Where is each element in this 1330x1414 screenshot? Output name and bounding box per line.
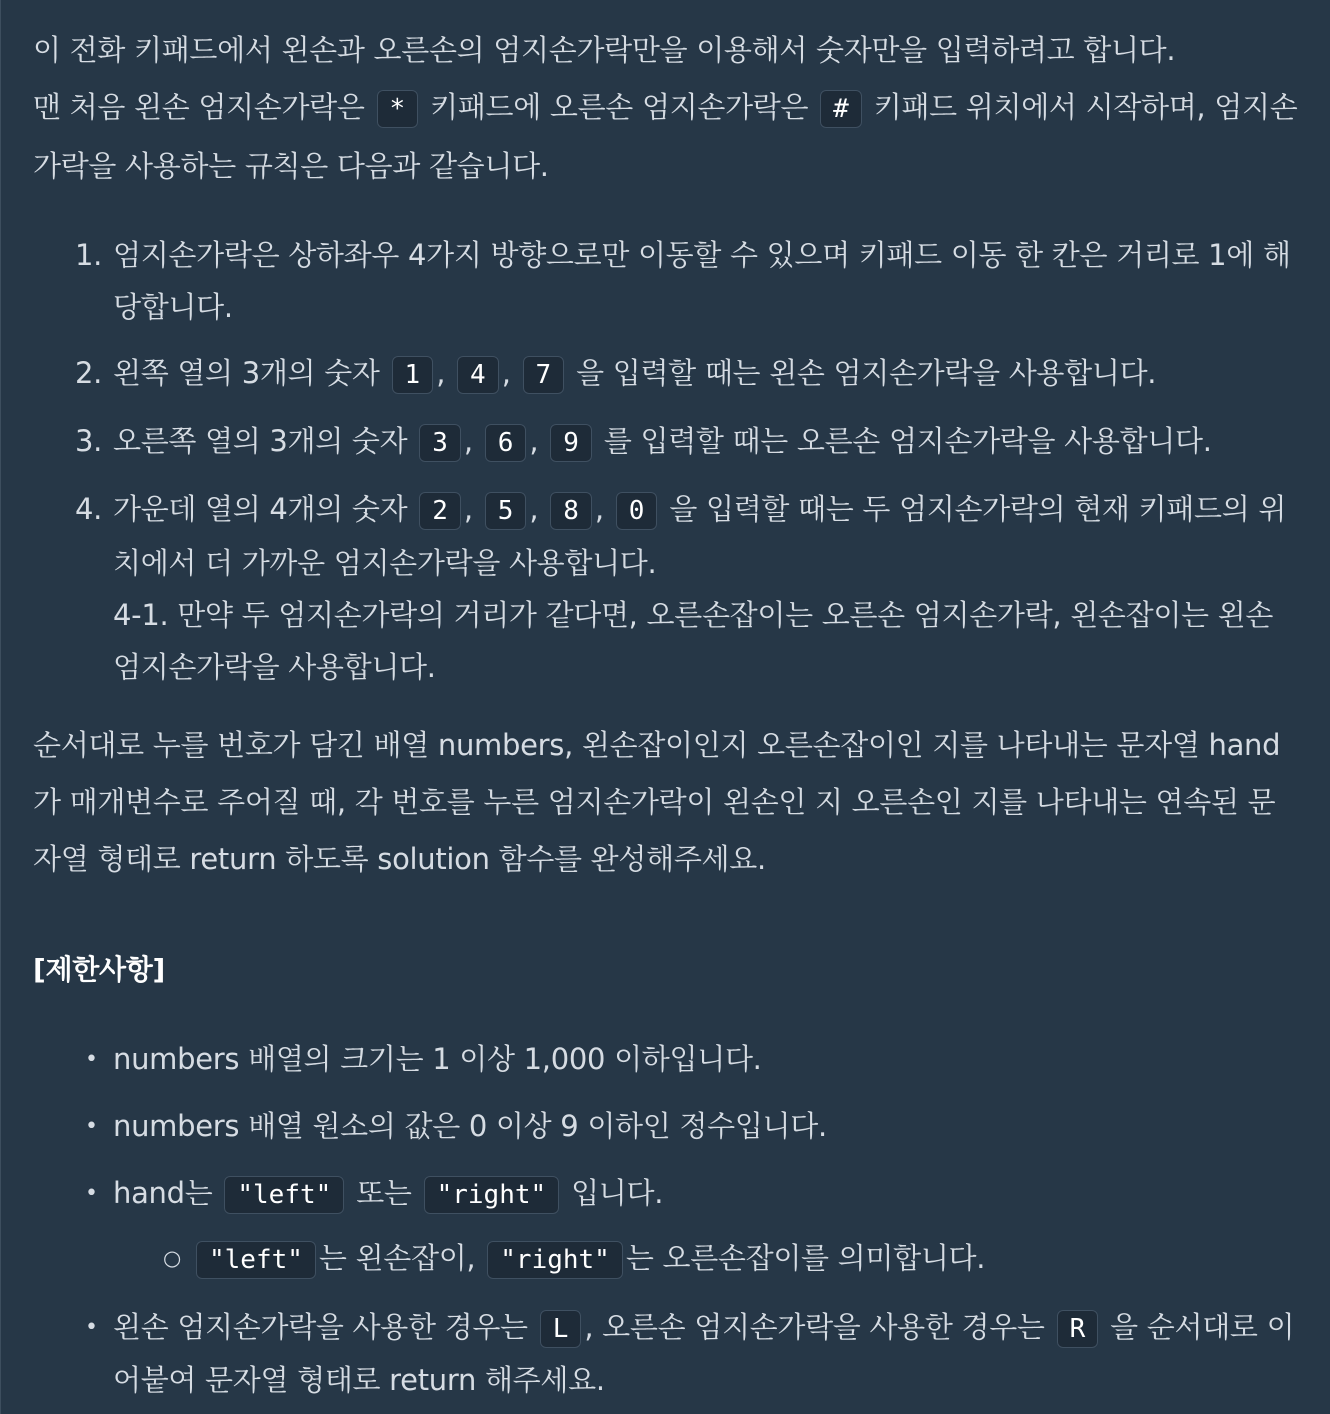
rule-text: 오른쪽 열의 3개의 숫자 bbox=[113, 424, 408, 458]
bullet-icon: • bbox=[85, 1315, 98, 1340]
constraint-text: 또는 bbox=[356, 1176, 412, 1210]
key-code: 7 bbox=[523, 356, 565, 394]
constraint-text: 입니다. bbox=[571, 1176, 664, 1210]
key-code: 4 bbox=[457, 356, 499, 394]
intro-paragraph bbox=[33, 22, 1300, 195]
code-hash: # bbox=[820, 90, 862, 128]
intro-text-a: 맨 처음 왼손 엄지손가락은 bbox=[33, 90, 365, 124]
rule-number: 1. bbox=[75, 238, 103, 272]
constraint-item-4 bbox=[33, 1302, 1300, 1406]
intro-text-c: 키패드 위치에서 시작하며, 엄지손가락을 사용하는 규칙은 다음과 같습니다. bbox=[33, 90, 1298, 183]
separator: , bbox=[436, 356, 446, 390]
rule-text: 을 입력할 때는 왼손 엄지손가락을 사용합니다. bbox=[576, 356, 1157, 390]
rule-text: 엄지손가락은 상하좌우 4가지 방향으로만 이동할 수 있으며 키패드 이동 한 칸은 거리로 1에 해당합니다. bbox=[113, 238, 1291, 324]
rules-list bbox=[33, 229, 1300, 693]
constraint-text: 는 오른손잡이를 의미합니다. bbox=[625, 1241, 986, 1275]
description-paragraph: 순서대로 누를 번호가 담긴 배열 numbers, 왼손잡이인지 오른손잡이인 지를 나타내는 문자열 hand가 매개변수로 주어질 때, 각 번호를 누른 엄지손가락이 왼손인 지 오른손인 지를 나타내는 연속된 문자열 형태로 return 하도록 solution 함수를 완성해주세요. bbox=[33, 728, 1281, 876]
key-code: 9 bbox=[550, 424, 592, 462]
bullet-icon: • bbox=[85, 1114, 98, 1139]
code-right: "right" bbox=[487, 1241, 623, 1279]
key-code: 5 bbox=[485, 492, 527, 530]
sub-rule-4-1: 4-1. 만약 두 엄지손가락의 거리가 같다면, 오른손잡이는 오른손 엄지손가락, 왼손잡이는 왼손 엄지손가락을 사용합니다. bbox=[113, 598, 1274, 684]
constraint-text: , 오른손 엄지손가락을 사용한 경우는 bbox=[584, 1310, 1045, 1344]
constraints-title: [제한사항] bbox=[33, 953, 165, 986]
rule-text: 을 입력할 때는 두 엄지손가락의 현재 키패드의 위치에서 더 가까운 엄지손가락을 사용합니다. bbox=[113, 492, 1287, 580]
key-code: 0 bbox=[616, 492, 658, 530]
separator: , bbox=[594, 492, 604, 526]
code-l: L bbox=[540, 1310, 582, 1348]
separator: , bbox=[529, 492, 539, 526]
rule-item-3 bbox=[33, 415, 1300, 469]
nested-list bbox=[113, 1233, 1300, 1286]
constraint-text: numbers 배열의 크기는 1 이상 1,000 이하입니다. bbox=[113, 1042, 762, 1076]
key-code: 1 bbox=[392, 356, 434, 394]
key-code: 6 bbox=[485, 424, 527, 462]
code-star: * bbox=[377, 90, 419, 128]
key-code: 2 bbox=[419, 492, 461, 530]
rule-item-1 bbox=[33, 229, 1300, 333]
rule-number: 4. bbox=[75, 492, 103, 526]
rule-text: 왼쪽 열의 3개의 숫자 bbox=[113, 356, 380, 390]
constraint-text: 을 순서대로 이어붙여 문자열 형태로 return 해주세요. bbox=[113, 1310, 1295, 1397]
separator: , bbox=[463, 424, 473, 458]
constraint-item-1 bbox=[33, 1034, 1300, 1085]
constraint-text: numbers 배열 원소의 값은 0 이상 9 이하인 정수입니다. bbox=[113, 1109, 827, 1143]
code-r: R bbox=[1057, 1310, 1099, 1348]
bullet-icon: • bbox=[85, 1181, 98, 1206]
constraint-item-2 bbox=[33, 1101, 1300, 1152]
code-right: "right" bbox=[424, 1176, 560, 1214]
rule-item-4 bbox=[33, 483, 1300, 693]
rule-number: 3. bbox=[75, 424, 103, 458]
constraint-item-3 bbox=[33, 1168, 1300, 1286]
separator: , bbox=[529, 424, 539, 458]
constraint-text: 왼손 엄지손가락을 사용한 경우는 bbox=[113, 1310, 528, 1344]
key-code: 8 bbox=[550, 492, 592, 530]
constraint-text: hand는 bbox=[113, 1176, 213, 1210]
intro-text-b: 키패드에 오른손 엄지손가락은 bbox=[430, 90, 809, 124]
code-left: "left" bbox=[224, 1176, 344, 1214]
rule-text: 를 입력할 때는 오른손 엄지손가락을 사용합니다. bbox=[603, 424, 1212, 458]
circle-bullet-icon: ○ bbox=[163, 1246, 182, 1270]
constraint-text: 는 왼손잡이, bbox=[318, 1241, 476, 1275]
bullet-icon: • bbox=[85, 1047, 98, 1072]
intro-line-1: 이 전화 키패드에서 왼손과 오른손의 엄지손가락만을 이용해서 숫자만을 입력하려고 합니다. bbox=[33, 33, 1176, 67]
key-code: 3 bbox=[419, 424, 461, 462]
nested-item bbox=[113, 1233, 1300, 1286]
separator: , bbox=[463, 492, 473, 526]
constraints-list bbox=[33, 1034, 1300, 1406]
rule-text: 가운데 열의 4개의 숫자 bbox=[113, 492, 408, 526]
rule-item-2 bbox=[33, 347, 1300, 401]
code-left: "left" bbox=[196, 1241, 316, 1279]
rule-number: 2. bbox=[75, 356, 103, 390]
separator: , bbox=[501, 356, 511, 390]
